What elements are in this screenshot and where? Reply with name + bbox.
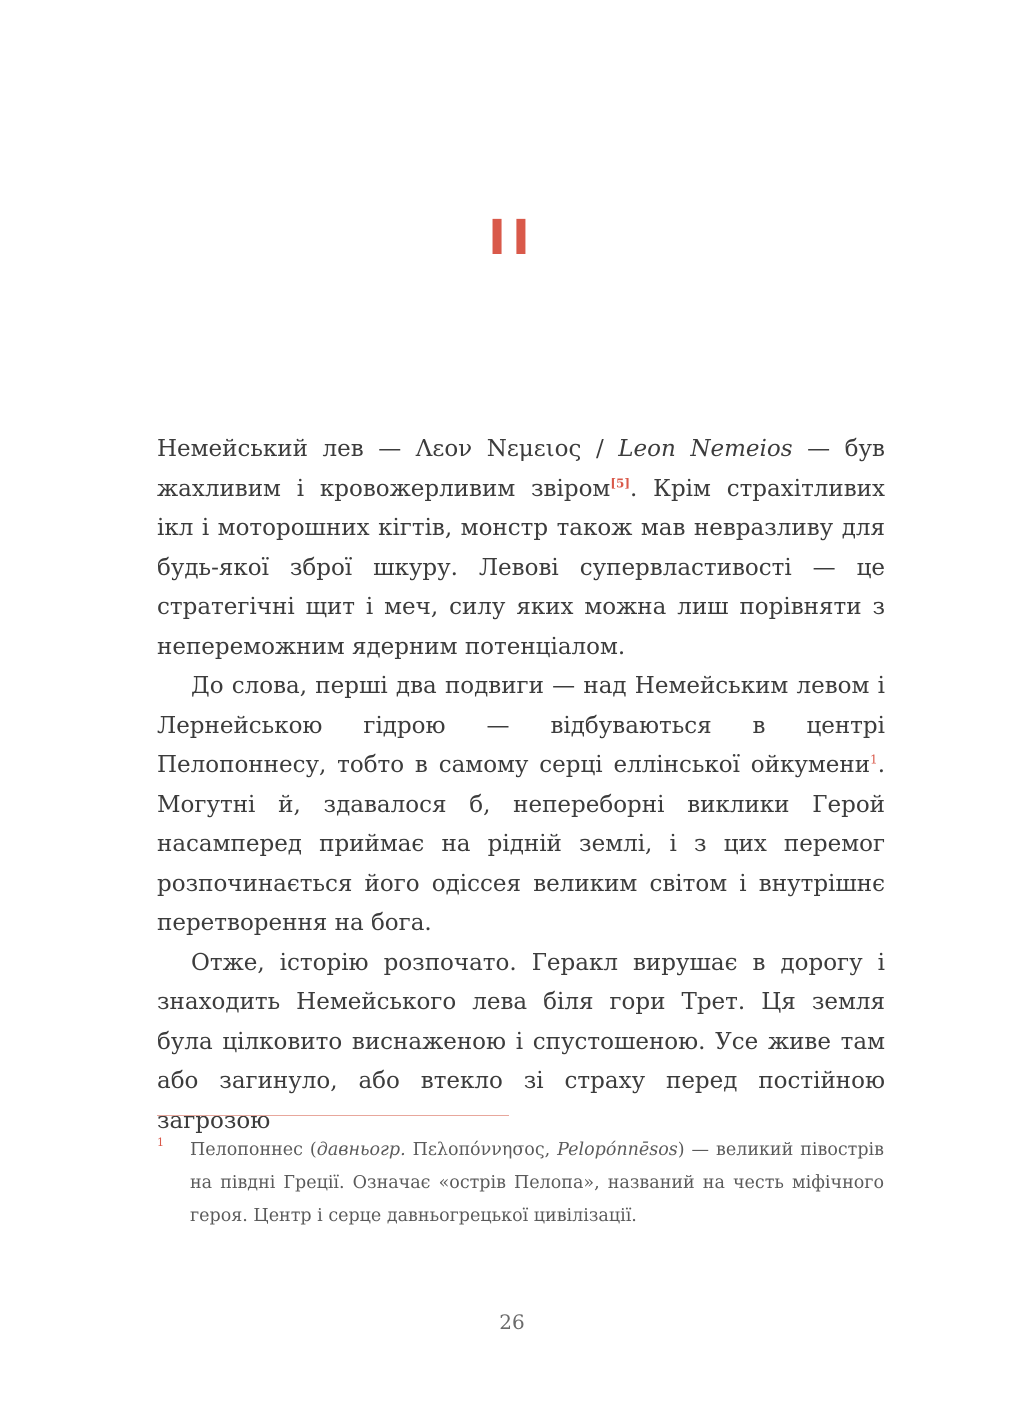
footnote-number: 1 (157, 1136, 164, 1149)
page-number: 26 (499, 1310, 525, 1334)
paragraph-1 (157, 430, 885, 667)
chapter-number: II (488, 210, 536, 266)
latin-name: Leon Nemeios (618, 436, 793, 462)
footnote-marker[interactable]: 1 (870, 752, 878, 767)
text-run: Отже, історію розпочато. Геракл вирушає в дорогу і знаходить Немейського лева біля гори Трет. Ця земля була цілковито виснаженою і спустошеною. Усе живе там або загинуло, або втекло зі страху перед постійною загрозою (157, 949, 885, 1134)
text-run: Πελοπόννησος, (405, 1140, 558, 1160)
text-run: . Крім страхітливих ікл і моторошних кігтів, монстр також мав невразливу для будь-якої зброї шкуру. Левові супервластивості — це стратегічні щит і меч, силу яких можна лиш порівняти з непереможним ядерним потенціалом. (157, 475, 885, 660)
greek-name: Λεον Νεμειος (415, 436, 582, 462)
text-run: . Могутні й, здавалося б, непереборні виклики Герой насамперед приймає на рідній землі, і з цих перемог розпочинається його одіссея великим світом і внутрішнє перетворення на бога. (157, 752, 885, 936)
text-run: Немейський лев — (157, 436, 416, 462)
text-run: — був жахливим і кровожерливим звіром (157, 436, 885, 502)
footnote (190, 1134, 884, 1233)
footnote-divider (157, 1115, 509, 1116)
paragraph-3 (157, 944, 885, 1142)
text-run: ) — великий півострів на півдні Греції. Означає «острів Пелопа», названий на честь міфічного героя. Центр і серце давньогрецької цивілізації. (190, 1140, 884, 1226)
main-text (157, 430, 885, 1141)
reference-marker[interactable]: [5] (610, 475, 631, 490)
transliteration: Pelopónnēsos (557, 1140, 678, 1160)
abbreviation: давньогр. (316, 1140, 406, 1160)
text-run: / (581, 436, 619, 462)
text-run: До слова, перші два подвиги — над Немейським левом і Лернейською гідрою — відбуваються в центрі Пелопоннесу, тобто в самому серці еллінської ойкумени (157, 673, 885, 778)
paragraph-2 (157, 667, 885, 944)
text-run: Пелопоннес ( (190, 1140, 317, 1160)
